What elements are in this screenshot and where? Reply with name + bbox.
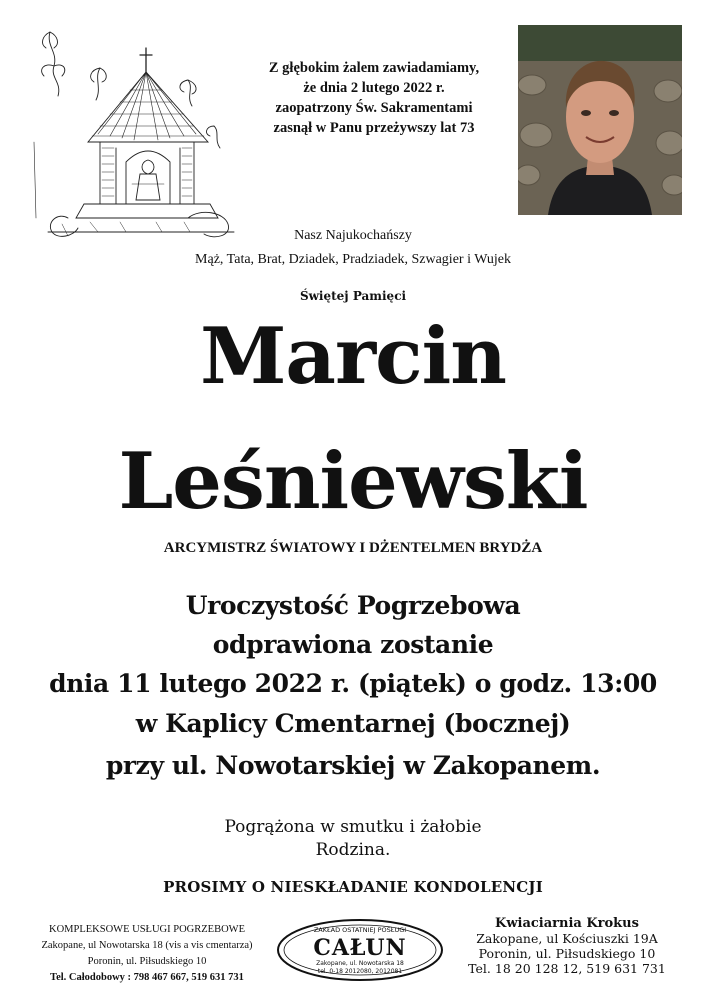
mourners-line: Rodzina.: [315, 840, 391, 860]
seal-top-text: ZAKŁAD OSTATNIEJ POSŁUGI: [313, 926, 407, 934]
florist-phone: Tel. 18 20 128 12, 519 631 731: [468, 961, 666, 976]
ceremony-line: przy ul. Nowotarskiej w Zakopanem.: [105, 751, 601, 780]
florist-info: [447, 916, 687, 976]
ceremony-line: dnia 11 lutego 2022 r. (piątek) o godz. 13:00: [49, 669, 657, 698]
memory-label: Świętej Pamięci: [299, 289, 407, 303]
deceased-first-name: Marcin: [200, 311, 506, 402]
seal-address: Zakopane, ul. Nowotarska 18: [316, 960, 404, 967]
deceased-last-name: Leśniewski: [118, 436, 588, 527]
florist-name: Kwiaciarnia Krokus: [495, 916, 639, 931]
florist-address: Zakopane, ul Kościuszki 19A: [476, 931, 658, 946]
ceremony-line: Uroczystość Pogrzebowa: [185, 591, 521, 620]
announcement-line: że dnia 2 lutego 2022 r.: [303, 80, 445, 96]
epithet-line: Nasz Najukochańszy: [294, 228, 412, 243]
florist-address: Poronin, ul. Piłsudskiego 10: [478, 946, 656, 961]
portrait-photo: [518, 25, 682, 215]
announcement-line: Z głębokim żalem zawiadamiamy,: [268, 60, 480, 76]
funeral-home-address: Zakopane, ul Nowotarska 18 (vis a vis cmentarza): [41, 940, 253, 951]
funeral-home-name: KOMPLEKSOWE USŁUGI POGRZEBOWE: [49, 924, 245, 935]
seal-numbers: tel. 0-18 2012080, 2012081: [317, 968, 403, 975]
funeral-home-address: Poronin, ul. Piłsudskiego 10: [87, 956, 207, 967]
epithet-line: Mąż, Tata, Brat, Dziadek, Pradziadek, Szwagier i Wujek: [195, 252, 511, 267]
announcement: [255, 58, 493, 138]
announcement-line: zasnął w Panu przeżywszy lat 73: [273, 120, 475, 136]
seal-name: CAŁUN: [313, 935, 407, 961]
announcement-line: zaopatrzony Św. Sakramentami: [275, 100, 473, 116]
deceased-title: ARCYMISTRZ ŚWIATOWY I DŻENTELMEN BRYDŻA: [163, 540, 543, 556]
ceremony-line: odprawiona zostanie: [212, 630, 494, 659]
funeral-home-phone: Tel. Całodobowy : 798 467 667, 519 631 731: [50, 972, 244, 983]
chapel-sketch-icon: [28, 22, 240, 244]
funeral-home-info: [16, 922, 278, 986]
ceremony-line: w Kaplicy Cmentarnej (bocznej): [135, 709, 571, 738]
calun-seal-logo: [276, 918, 444, 982]
mourners-line: Pogrążona w smutku i żałobie: [224, 817, 482, 837]
condolences-request: PROSIMY O NIESKŁADANIE KONDOLENCJI: [163, 878, 543, 896]
